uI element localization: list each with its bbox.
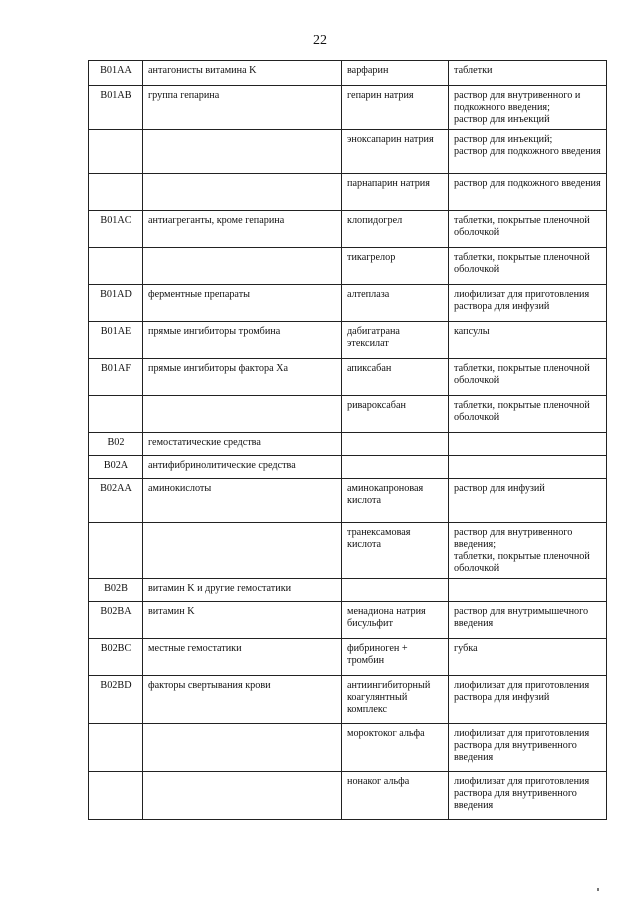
dosage-form-cell: таблетки, покрытые пленочной оболочкой <box>449 248 607 285</box>
group-name-cell: местные гемостатики <box>143 639 342 676</box>
drug-name-cell: ривароксабан <box>342 396 449 433</box>
group-name-cell <box>143 174 342 211</box>
group-name-cell <box>143 772 342 820</box>
table-row <box>89 772 607 820</box>
table-row <box>89 211 607 248</box>
drug-name-cell: нонаког альфа <box>342 772 449 820</box>
dosage-form-cell: губка <box>449 639 607 676</box>
drug-name-cell: тикагрелор <box>342 248 449 285</box>
group-name-cell: прямые ингибиторы тромбина <box>143 322 342 359</box>
drug-name-cell: варфарин <box>342 61 449 86</box>
table-row <box>89 602 607 639</box>
dosage-form-cell: раствор для подкожного введения <box>449 174 607 211</box>
dosage-form-cell: лиофилизат для приготовления раствора для инфузий <box>449 676 607 724</box>
drug-name-cell <box>342 579 449 602</box>
atc-code-cell: B01AE <box>89 322 143 359</box>
table-row <box>89 639 607 676</box>
table-row <box>89 724 607 772</box>
dosage-form-cell: раствор для внутримышечного введения <box>449 602 607 639</box>
dosage-form-cell: лиофилизат для приготовления раствора для внутривенного введения <box>449 772 607 820</box>
group-name-cell: группа гепарина <box>143 86 342 130</box>
drug-name-cell: эноксапарин натрия <box>342 130 449 174</box>
dosage-form-cell: таблетки <box>449 61 607 86</box>
dosage-form-cell: раствор для внутривенного и подкожного введения; раствор для инъекций <box>449 86 607 130</box>
table-row <box>89 359 607 396</box>
table-row <box>89 456 607 479</box>
group-name-cell: ферментные препараты <box>143 285 342 322</box>
atc-code-cell: B02AA <box>89 479 143 523</box>
dosage-form-cell: раствор для внутривенного введения; таблетки, покрытые пленочной оболочкой <box>449 523 607 579</box>
table-row <box>89 479 607 523</box>
drug-name-cell: мороктоког альфа <box>342 724 449 772</box>
group-name-cell: факторы свертывания крови <box>143 676 342 724</box>
drug-name-cell: антиингибиторный коагулянтный комплекс <box>342 676 449 724</box>
scan-mark <box>597 888 599 891</box>
atc-code-cell <box>89 130 143 174</box>
drug-name-cell: гепарин натрия <box>342 86 449 130</box>
atc-code-cell: B02A <box>89 456 143 479</box>
drug-table <box>88 60 607 820</box>
group-name-cell: прямые ингибиторы фактора Xa <box>143 359 342 396</box>
drug-name-cell: фибриноген + тромбин <box>342 639 449 676</box>
page-number: 22 <box>313 33 327 48</box>
atc-code-cell: B01AC <box>89 211 143 248</box>
dosage-form-cell: таблетки, покрытые пленочной оболочкой <box>449 359 607 396</box>
group-name-cell <box>143 523 342 579</box>
group-name-cell <box>143 724 342 772</box>
atc-code-cell <box>89 396 143 433</box>
table-row <box>89 130 607 174</box>
drug-name-cell: клопидогрел <box>342 211 449 248</box>
group-name-cell <box>143 248 342 285</box>
dosage-form-cell: таблетки, покрытые пленочной оболочкой <box>449 396 607 433</box>
atc-code-cell: B01AD <box>89 285 143 322</box>
table-row <box>89 61 607 86</box>
drug-name-cell <box>342 456 449 479</box>
atc-code-cell: B01AB <box>89 86 143 130</box>
drug-name-cell: алтеплаза <box>342 285 449 322</box>
dosage-form-cell: раствор для инфузий <box>449 479 607 523</box>
dosage-form-cell <box>449 579 607 602</box>
drug-name-cell: апиксабан <box>342 359 449 396</box>
dosage-form-cell: раствор для инъекций; раствор для подкожного введения <box>449 130 607 174</box>
table-row <box>89 86 607 130</box>
atc-code-cell: B02B <box>89 579 143 602</box>
group-name-cell <box>143 130 342 174</box>
atc-code-cell: B02BD <box>89 676 143 724</box>
drug-name-cell: менадиона натрия бисульфит <box>342 602 449 639</box>
group-name-cell: гемостатические средства <box>143 433 342 456</box>
table-row <box>89 322 607 359</box>
atc-code-cell: B01AA <box>89 61 143 86</box>
atc-code-cell: B02BA <box>89 602 143 639</box>
drug-name-cell: аминокапроновая кислота <box>342 479 449 523</box>
dosage-form-cell <box>449 456 607 479</box>
group-name-cell: антиагреганты, кроме гепарина <box>143 211 342 248</box>
table-row <box>89 174 607 211</box>
atc-code-cell <box>89 174 143 211</box>
dosage-form-cell: лиофилизат для приготовления раствора для внутривенного введения <box>449 724 607 772</box>
group-name-cell: витамин K и другие гемостатики <box>143 579 342 602</box>
atc-code-cell <box>89 248 143 285</box>
table-row <box>89 433 607 456</box>
group-name-cell: антифибринолитические средства <box>143 456 342 479</box>
dosage-form-cell <box>449 433 607 456</box>
group-name-cell: витамин K <box>143 602 342 639</box>
table-row <box>89 396 607 433</box>
atc-code-cell <box>89 523 143 579</box>
atc-code-cell <box>89 772 143 820</box>
drug-name-cell: транексамовая кислота <box>342 523 449 579</box>
atc-code-cell <box>89 724 143 772</box>
drug-name-cell: парнапарин натрия <box>342 174 449 211</box>
table-row <box>89 285 607 322</box>
atc-code-cell: B01AF <box>89 359 143 396</box>
group-name-cell: аминокислоты <box>143 479 342 523</box>
table-row <box>89 579 607 602</box>
atc-code-cell: B02 <box>89 433 143 456</box>
table-row <box>89 248 607 285</box>
dosage-form-cell: таблетки, покрытые пленочной оболочкой <box>449 211 607 248</box>
drug-name-cell <box>342 433 449 456</box>
group-name-cell <box>143 396 342 433</box>
atc-code-cell: B02BC <box>89 639 143 676</box>
group-name-cell: антагонисты витамина K <box>143 61 342 86</box>
dosage-form-cell: лиофилизат для приготовления раствора для инфузий <box>449 285 607 322</box>
table-row <box>89 676 607 724</box>
drug-name-cell: дабигатрана этексилат <box>342 322 449 359</box>
dosage-form-cell: капсулы <box>449 322 607 359</box>
table-row <box>89 523 607 579</box>
